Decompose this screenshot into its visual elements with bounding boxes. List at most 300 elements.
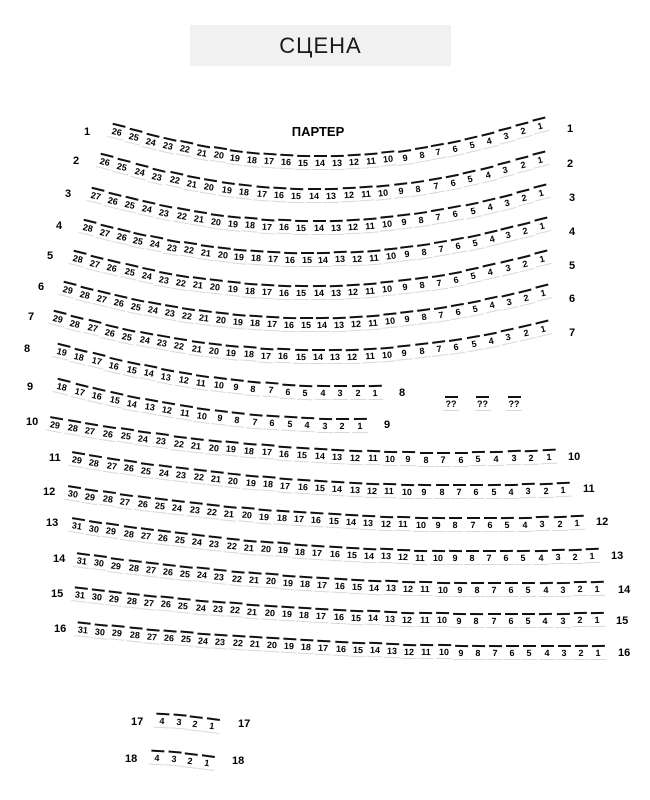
seat-row-1[interactable] (396, 149, 414, 166)
seat-row-13[interactable] (343, 547, 360, 563)
seat-row-3[interactable] (344, 219, 361, 235)
seat-row-8[interactable] (227, 378, 245, 395)
seat-row-12[interactable] (290, 511, 307, 527)
seat-row-9[interactable] (317, 418, 333, 433)
seat-row-16[interactable] (160, 629, 177, 645)
seat-row-7[interactable] (257, 347, 274, 363)
seat-row-8[interactable] (350, 385, 366, 400)
seat-row-6[interactable] (109, 294, 128, 312)
seat-row-6[interactable] (432, 306, 450, 323)
seat-row-6[interactable] (500, 292, 519, 310)
seat-row-12[interactable] (517, 516, 533, 531)
seat-row-15[interactable] (347, 609, 364, 625)
seat-row-6[interactable] (297, 317, 313, 332)
seat-row-4[interactable] (482, 230, 501, 248)
seat-row-12[interactable] (168, 499, 186, 516)
seat-row-14[interactable] (555, 582, 571, 597)
seat-row-15[interactable] (278, 606, 295, 622)
seat-row-16[interactable] (229, 635, 246, 651)
seat-row-14[interactable] (469, 582, 485, 597)
seat-row-15[interactable] (451, 613, 467, 628)
seat-row-9[interactable] (352, 418, 368, 433)
seat-row-5[interactable] (379, 280, 396, 296)
seat-row-3[interactable] (104, 191, 123, 209)
seat-row-7[interactable] (327, 349, 343, 364)
seat-row-10[interactable] (223, 441, 240, 457)
seat-row-7[interactable] (413, 342, 431, 359)
seat-row-4[interactable] (516, 221, 535, 239)
seat-row-6[interactable] (212, 311, 230, 328)
seat-row-3[interactable] (276, 219, 293, 235)
seat-row-9[interactable] (211, 409, 229, 426)
seat-unknown[interactable] (443, 396, 459, 411)
seat-row-10[interactable] (329, 449, 346, 465)
seat-row-5[interactable] (464, 267, 483, 285)
seat-row-3[interactable] (138, 200, 157, 218)
seat-row-16[interactable] (91, 623, 108, 640)
seat-row-15[interactable] (106, 590, 124, 607)
seat-row-11[interactable] (155, 464, 173, 481)
seat-row-2[interactable] (530, 150, 549, 168)
seat-row-9[interactable] (140, 398, 159, 416)
seat-row-2[interactable] (271, 186, 288, 202)
seat-row-14[interactable] (142, 561, 160, 578)
seat-row-13[interactable] (292, 543, 309, 559)
seat-row-5[interactable] (276, 284, 292, 300)
seat-row-10[interactable] (276, 445, 293, 461)
seat-row-15[interactable] (468, 613, 484, 628)
seat-row-13[interactable] (429, 550, 445, 565)
seat-row-3[interactable] (241, 217, 258, 233)
seat-row-7[interactable] (118, 327, 137, 345)
seat-row-11[interactable] (399, 484, 415, 499)
seat-row-5[interactable] (172, 273, 190, 290)
seat-row-5[interactable] (362, 282, 379, 298)
seat-row-2[interactable] (218, 181, 236, 198)
seat-row-6[interactable] (415, 308, 433, 325)
seat-row-1[interactable] (446, 139, 465, 157)
seat-row-3[interactable] (395, 214, 413, 231)
seat-row-16[interactable] (590, 645, 606, 660)
seat-row-1[interactable] (412, 146, 430, 163)
seat-row-6[interactable] (449, 303, 467, 321)
seat-row-16[interactable] (453, 645, 469, 660)
seat-row-2[interactable] (496, 161, 515, 179)
seat-row-9[interactable] (299, 417, 316, 433)
seat-row-10[interactable] (258, 444, 275, 460)
seat-row-16[interactable] (470, 645, 486, 660)
seat-row-5[interactable] (189, 276, 207, 293)
seat-row-5[interactable] (103, 259, 122, 277)
seat-row-3[interactable] (361, 217, 378, 233)
seat-row-2[interactable] (340, 187, 357, 203)
seat-unknown[interactable] (475, 396, 491, 411)
seat-row-8[interactable] (192, 373, 210, 390)
seat-row-16[interactable] (418, 644, 434, 659)
seat-row-14[interactable] (245, 571, 262, 587)
seat-row-14[interactable] (348, 578, 365, 594)
seat-row-2[interactable] (113, 158, 132, 176)
seat-row-10[interactable] (170, 435, 188, 452)
seat-row-7[interactable] (344, 348, 361, 364)
seat-row-5[interactable] (447, 270, 465, 288)
seat-row-16[interactable] (126, 626, 143, 642)
seat-row-10[interactable] (435, 452, 451, 467)
seat-row-11[interactable] (207, 470, 225, 487)
seat-row-18[interactable] (149, 750, 166, 766)
seat-row-14[interactable] (537, 582, 553, 597)
seat-row-8[interactable] (105, 356, 124, 374)
seat-row-5[interactable] (310, 285, 326, 300)
seat-row-16[interactable] (435, 644, 451, 659)
seat-row-16[interactable] (538, 645, 554, 660)
seat-row-6[interactable] (229, 313, 246, 329)
seat-row-13[interactable] (223, 537, 240, 553)
seat-row-4[interactable] (332, 251, 349, 267)
seat-row-14[interactable] (366, 579, 383, 595)
seat-row-13[interactable] (274, 542, 291, 558)
seat-row-10[interactable] (400, 451, 416, 466)
seat-row-10[interactable] (364, 450, 380, 466)
seat-row-12[interactable] (203, 503, 220, 520)
seat-row-13[interactable] (240, 539, 257, 555)
seat-row-15[interactable] (244, 603, 261, 619)
seat-row-3[interactable] (86, 186, 105, 204)
seat-row-14[interactable] (417, 581, 433, 596)
seat-row-1[interactable] (175, 140, 194, 158)
seat-row-11[interactable] (451, 484, 467, 499)
seat-row-11[interactable] (259, 476, 276, 492)
seat-row-1[interactable] (244, 151, 261, 168)
seat-row-12[interactable] (499, 517, 515, 532)
seat-row-5[interactable] (207, 278, 225, 295)
seat-row-2[interactable] (358, 186, 375, 202)
seat-row-3[interactable] (514, 188, 533, 206)
seat-row-12[interactable] (360, 515, 377, 531)
seat-row-1[interactable] (107, 122, 126, 140)
seat-row-3[interactable] (446, 205, 465, 223)
seat-row-10[interactable] (63, 419, 81, 436)
seat-row-10[interactable] (417, 451, 433, 466)
seat-row-16[interactable] (573, 645, 589, 660)
seat-row-5[interactable] (498, 259, 517, 277)
seat-row-9[interactable] (176, 404, 194, 421)
seat-row-13[interactable] (584, 548, 601, 564)
seat-row-13[interactable] (567, 548, 584, 564)
seat-row-13[interactable] (137, 527, 155, 544)
seat-row-4[interactable] (349, 250, 366, 266)
seat-row-1[interactable] (497, 127, 516, 145)
seat-row-11[interactable] (172, 466, 190, 483)
seat-row-13[interactable] (515, 550, 531, 565)
seat-row-7[interactable] (83, 319, 102, 337)
seat-row-12[interactable] (569, 515, 586, 531)
seat-row-6[interactable] (365, 314, 382, 330)
seat-row-15[interactable] (399, 611, 415, 626)
seat-row-10[interactable] (488, 451, 504, 466)
seat-row-12[interactable] (186, 501, 204, 518)
seat-row-6[interactable] (398, 311, 416, 328)
seat-row-2[interactable] (95, 152, 114, 170)
seat-row-5[interactable] (413, 276, 431, 293)
seat-row-12[interactable] (308, 512, 325, 528)
seat-row-10[interactable] (382, 451, 398, 466)
seat-row-6[interactable] (533, 283, 552, 301)
seat-row-14[interactable] (572, 581, 588, 596)
seat-row-12[interactable] (256, 508, 273, 524)
seat-row-2[interactable] (392, 182, 410, 199)
seat-row-18[interactable] (165, 751, 182, 767)
seat-row-12[interactable] (64, 485, 82, 502)
seat-row-2[interactable] (409, 180, 427, 197)
seat-row-1[interactable] (514, 122, 533, 140)
seat-row-15[interactable] (175, 597, 192, 613)
seat-unknown[interactable] (506, 396, 522, 411)
seat-row-1[interactable] (124, 127, 143, 145)
seat-row-11[interactable] (346, 482, 363, 498)
seat-row-8[interactable] (297, 384, 314, 400)
seat-row-4[interactable] (231, 248, 248, 264)
seat-row-1[interactable] (227, 149, 245, 166)
seat-row-7[interactable] (396, 344, 413, 360)
seat-row-7[interactable] (205, 342, 223, 359)
seat-row-9[interactable] (334, 418, 350, 433)
seat-row-5[interactable] (224, 280, 241, 296)
seat-row-16[interactable] (281, 638, 298, 654)
seat-row-14[interactable] (520, 582, 536, 597)
seat-row-8[interactable] (262, 382, 279, 398)
seat-row-15[interactable] (365, 610, 382, 626)
seat-row-14[interactable] (125, 559, 143, 576)
seat-row-5[interactable] (120, 263, 139, 281)
seat-row-3[interactable] (293, 220, 309, 235)
seat-row-4[interactable] (146, 235, 165, 253)
seat-row-15[interactable] (554, 613, 570, 628)
seat-row-4[interactable] (365, 249, 382, 265)
seat-row-6[interactable] (331, 316, 348, 332)
seat-row-16[interactable] (504, 645, 520, 660)
seat-row-10[interactable] (294, 446, 311, 462)
seat-row-7[interactable] (482, 331, 501, 349)
seat-row-14[interactable] (503, 582, 519, 597)
seat-row-14[interactable] (331, 578, 348, 594)
seat-row-15[interactable] (486, 613, 502, 628)
seat-row-5[interactable] (481, 263, 500, 281)
seat-row-8[interactable] (52, 342, 71, 360)
seat-row-15[interactable] (209, 600, 226, 616)
seat-row-12[interactable] (430, 517, 446, 532)
seat-row-4[interactable] (197, 244, 215, 261)
seat-row-11[interactable] (381, 483, 397, 498)
seat-row-5[interactable] (293, 285, 309, 300)
seat-row-7[interactable] (379, 346, 396, 362)
seat-row-5[interactable] (155, 270, 173, 288)
seat-row-1[interactable] (261, 153, 278, 169)
seat-row-1[interactable] (312, 155, 328, 170)
seat-row-4[interactable] (282, 251, 298, 266)
seat-row-11[interactable] (120, 459, 138, 476)
seat-row-9[interactable] (281, 416, 298, 432)
seat-row-14[interactable] (262, 573, 279, 589)
seat-row-11[interactable] (190, 468, 208, 485)
seat-row-13[interactable] (171, 531, 189, 548)
seat-row-14[interactable] (589, 581, 605, 596)
seat-row-16[interactable] (74, 621, 91, 638)
seat-row-10[interactable] (152, 432, 170, 449)
seat-row-2[interactable] (461, 170, 480, 188)
seat-row-5[interactable] (241, 282, 258, 298)
seat-row-13[interactable] (498, 550, 514, 565)
seat-row-9[interactable] (264, 415, 281, 431)
seat-row-15[interactable] (416, 612, 432, 627)
seat-row-8[interactable] (367, 385, 383, 400)
seat-row-15[interactable] (192, 599, 209, 615)
seat-row-10[interactable] (99, 425, 117, 442)
seat-row-6[interactable] (195, 309, 213, 326)
seat-row-9[interactable] (158, 401, 176, 418)
seat-row-3[interactable] (259, 218, 276, 234)
seat-row-4[interactable] (382, 247, 399, 264)
seat-row-14[interactable] (90, 554, 108, 571)
seat-row-13[interactable] (447, 550, 463, 565)
seat-row-16[interactable] (487, 645, 503, 660)
seat-row-8[interactable] (210, 376, 228, 393)
seat-row-3[interactable] (207, 213, 225, 230)
seat-row-16[interactable] (384, 643, 400, 659)
seat-row-1[interactable] (158, 136, 177, 154)
seat-row-11[interactable] (329, 481, 346, 497)
seat-row-4[interactable] (78, 218, 97, 236)
seat-row-7[interactable] (153, 334, 171, 352)
seat-row-4[interactable] (465, 233, 484, 251)
seat-row-13[interactable] (395, 549, 411, 564)
seat-row-15[interactable] (123, 592, 141, 609)
seat-row-12[interactable] (151, 497, 169, 514)
seat-row-13[interactable] (412, 549, 428, 564)
seat-row-18[interactable] (182, 752, 200, 769)
seat-row-14[interactable] (211, 568, 228, 584)
seat-row-1[interactable] (530, 116, 549, 134)
seat-row-11[interactable] (312, 480, 329, 496)
seat-row-4[interactable] (163, 238, 181, 256)
seat-row-5[interactable] (396, 278, 414, 295)
seat-row-7[interactable] (66, 314, 85, 332)
seat-row-6[interactable] (246, 315, 263, 331)
seat-row-13[interactable] (549, 549, 565, 564)
seat-row-14[interactable] (434, 582, 450, 597)
seat-row-13[interactable] (257, 540, 274, 556)
seat-row-16[interactable] (263, 637, 280, 653)
seat-row-9[interactable] (70, 382, 89, 400)
seat-row-11[interactable] (137, 462, 155, 479)
seat-row-10[interactable] (205, 439, 222, 456)
seat-row-10[interactable] (505, 450, 521, 466)
seat-row-2[interactable] (165, 171, 184, 189)
seat-row-14[interactable] (73, 552, 91, 569)
seat-row-9[interactable] (52, 377, 71, 395)
seat-row-14[interactable] (279, 574, 296, 590)
seat-row-17[interactable] (187, 715, 205, 732)
seat-row-3[interactable] (155, 204, 174, 222)
seat-row-16[interactable] (332, 641, 349, 657)
seat-row-15[interactable] (503, 613, 519, 628)
seat-row-17[interactable] (154, 713, 171, 729)
seat-row-10[interactable] (347, 449, 364, 465)
seat-row-4[interactable] (432, 240, 450, 257)
seat-row-13[interactable] (532, 549, 548, 564)
seat-row-12[interactable] (465, 517, 481, 532)
seat-row-7[interactable] (188, 340, 206, 357)
seat-row-7[interactable] (240, 346, 257, 362)
seat-row-14[interactable] (176, 565, 193, 582)
seat-row-14[interactable] (228, 570, 245, 586)
seat-row-9[interactable] (105, 390, 124, 408)
seat-row-16[interactable] (246, 636, 263, 652)
seat-row-9[interactable] (229, 411, 246, 428)
seat-row-2[interactable] (444, 173, 463, 191)
seat-row-6[interactable] (280, 317, 296, 332)
seat-row-7[interactable] (516, 324, 535, 342)
seat-row-4[interactable] (95, 223, 114, 241)
seat-row-3[interactable] (172, 207, 190, 225)
seat-row-11[interactable] (224, 472, 241, 489)
seat-row-4[interactable] (499, 226, 518, 244)
seat-row-2[interactable] (426, 177, 444, 194)
seat-row-3[interactable] (310, 220, 326, 235)
seat-row-2[interactable] (478, 165, 497, 183)
seat-row-12[interactable] (343, 514, 360, 530)
seat-row-16[interactable] (298, 639, 315, 655)
seat-row-10[interactable] (240, 442, 257, 458)
seat-row-12[interactable] (534, 516, 550, 531)
seat-row-6[interactable] (161, 304, 179, 321)
seat-row-3[interactable] (224, 215, 242, 232)
seat-row-7[interactable] (310, 349, 326, 364)
seat-row-13[interactable] (102, 522, 120, 539)
seat-row-9[interactable] (123, 394, 142, 412)
seat-row-7[interactable] (292, 349, 308, 364)
seat-row-7[interactable] (533, 319, 552, 337)
seat-row-9[interactable] (88, 386, 107, 404)
seat-row-12[interactable] (325, 513, 342, 529)
seat-row-6[interactable] (144, 301, 162, 319)
seat-row-5[interactable] (515, 254, 534, 272)
seat-row-11[interactable] (85, 454, 103, 471)
seat-row-12[interactable] (551, 515, 568, 531)
seat-row-4[interactable] (248, 249, 265, 265)
seat-row-5[interactable] (430, 273, 448, 290)
seat-row-8[interactable] (87, 352, 106, 370)
seat-row-5[interactable] (68, 249, 87, 267)
seat-row-10[interactable] (311, 448, 328, 464)
seat-row-13[interactable] (68, 517, 86, 534)
seat-row-15[interactable] (589, 612, 605, 627)
seat-row-17[interactable] (170, 714, 187, 730)
seat-row-12[interactable] (412, 517, 428, 532)
seat-row-3[interactable] (480, 197, 499, 215)
seat-row-10[interactable] (46, 416, 64, 434)
seat-row-6[interactable] (348, 315, 365, 331)
seat-row-10[interactable] (187, 437, 205, 454)
seat-row-6[interactable] (263, 316, 280, 332)
seat-row-13[interactable] (154, 529, 172, 546)
seat-row-8[interactable] (280, 383, 297, 399)
seat-row-2[interactable] (306, 188, 322, 203)
seat-row-14[interactable] (297, 575, 314, 591)
seat-row-18[interactable] (198, 754, 216, 771)
seat-row-12[interactable] (378, 516, 394, 532)
seat-row-16[interactable] (177, 631, 194, 647)
